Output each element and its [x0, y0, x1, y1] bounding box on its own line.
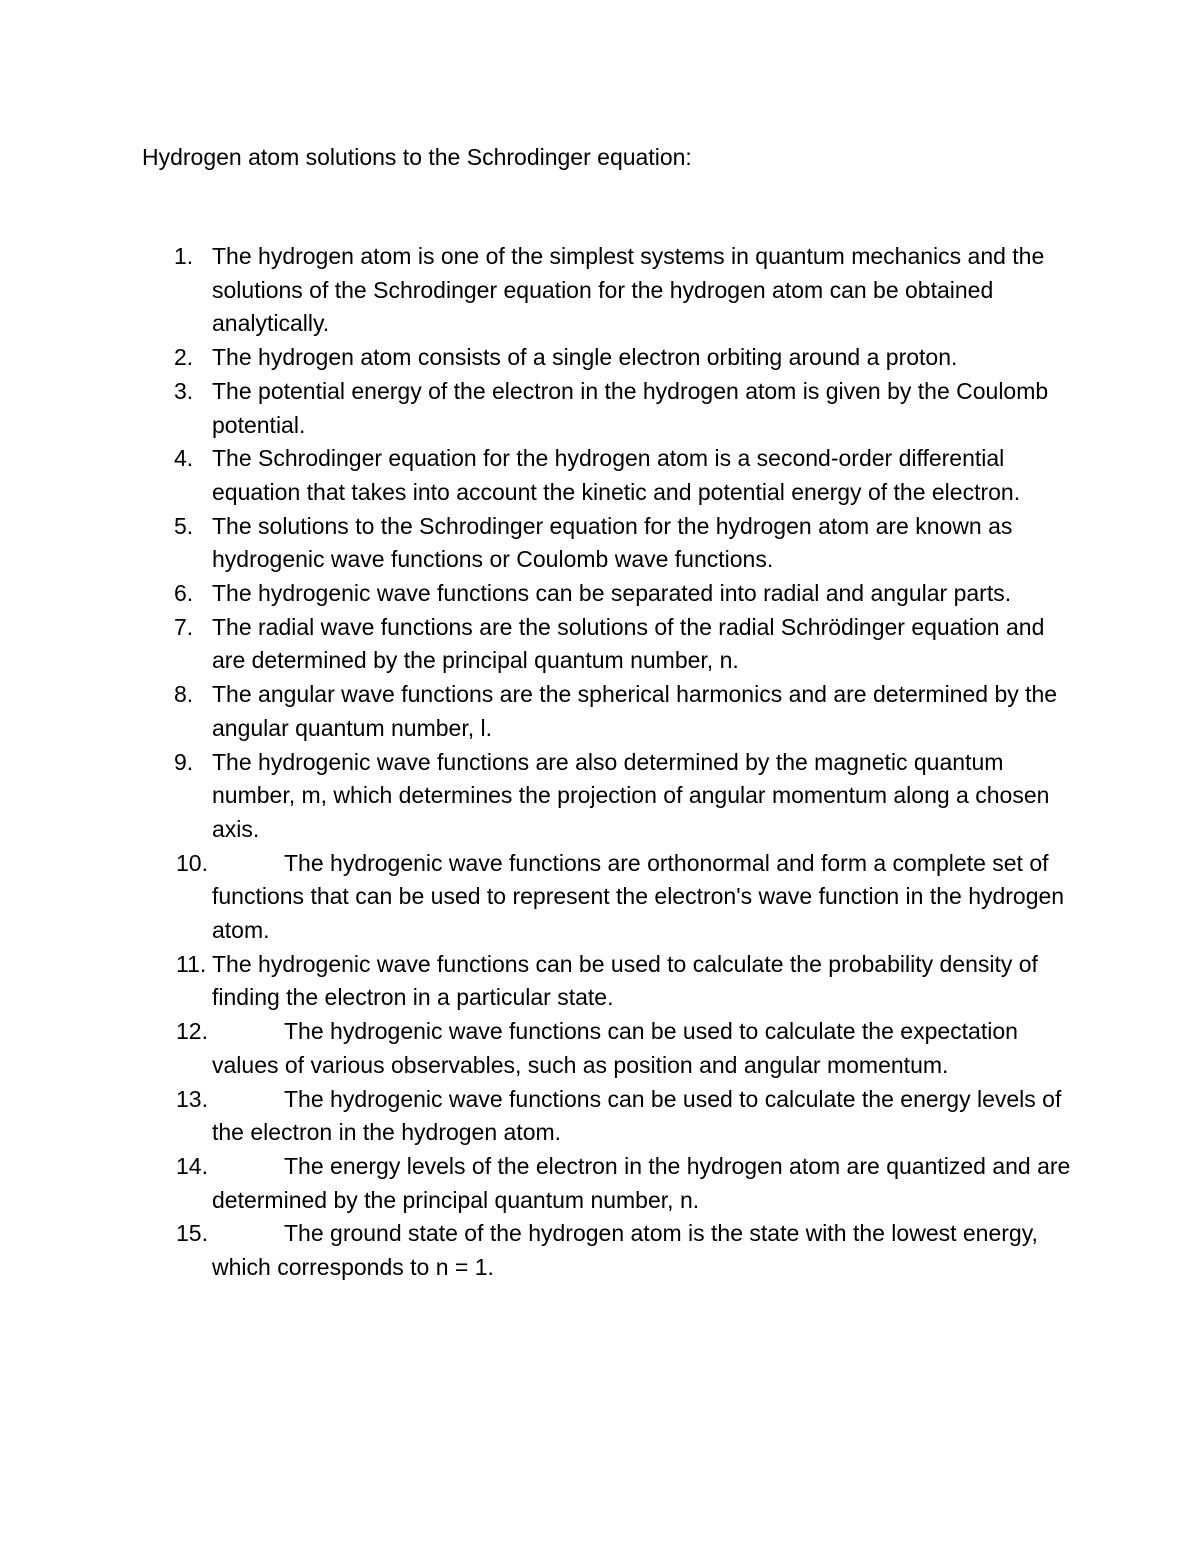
list-item-number: 12.: [176, 1018, 208, 1045]
list-item-text: The hydrogenic wave functions are orthonormal and form a complete set of functions that can be used to represent the electron's wave function in the hydrogen atom.: [212, 849, 1065, 944]
list-item-number: 11.: [176, 950, 207, 977]
list-item: [0, 1150, 1072, 1217]
list-item: [0, 442, 1072, 509]
list-item-text: The Schrodinger equation for the hydrogen atom is a second-order differential equation that takes into account the kinetic and potential energy of the electron.: [212, 445, 1021, 505]
list-item: [0, 341, 1072, 375]
list-item: [0, 948, 1072, 1015]
list-item: [0, 240, 1072, 341]
list-item-text: The radial wave functions are the solutions of the radial Schrödinger equation and are determined by the principal quantum number, n.: [212, 613, 1045, 674]
numbered-list: [0, 240, 1200, 1285]
list-item-text: The hydrogenic wave functions can be separated into radial and angular parts.: [212, 580, 1012, 607]
list-item-text: The hydrogenic wave functions can be used to calculate the probability density of finding the electron in a particular state.: [212, 950, 1038, 1011]
list-item: [0, 847, 1072, 948]
list-item: [0, 1015, 1072, 1082]
list-item-number: 6.: [174, 580, 194, 607]
list-item-text: The hydrogen atom consists of a single electron orbiting around a proton.: [212, 344, 958, 371]
list-item-number: 3.: [174, 377, 194, 404]
list-item-number: 2.: [174, 344, 194, 371]
list-item: [0, 577, 1072, 611]
list-item: [0, 1083, 1072, 1150]
list-item-number: 14.: [176, 1152, 208, 1179]
list-item-text: The hydrogen atom is one of the simplest systems in quantum mechanics and the solutions of the Schrodinger equation for the hydrogen atom can be obtained analytically.: [212, 243, 1045, 337]
list-item-text: The hydrogenic wave functions can be used to calculate the energy levels of the electron in the hydrogen atom.: [212, 1085, 1062, 1146]
list-item: [0, 375, 1072, 442]
list-item-text: The hydrogenic wave functions can be used to calculate the expectation values of various observables, such as position and angular momentum.: [212, 1018, 1018, 1078]
list-item: [0, 611, 1072, 678]
list-item-number: 15.: [176, 1220, 208, 1247]
list-item-number: 4.: [174, 445, 194, 472]
list-item-text: The ground state of the hydrogen atom is the state with the lowest energy, which corresponds to n = 1.: [212, 1220, 1038, 1281]
list-item-number: 1.: [174, 243, 194, 269]
list-item: [0, 1217, 1072, 1284]
list-item-text: The hydrogenic wave functions are also determined by the magnetic quantum number, m, which determines the projection of angular momentum along a chosen axis.: [212, 748, 1050, 842]
list-item-text: The potential energy of the electron in the hydrogen atom is given by the Coulomb potential.: [212, 377, 1049, 438]
list-item-number: 5.: [174, 512, 194, 539]
list-item: [0, 510, 1072, 577]
list-item-number: 9.: [174, 748, 194, 775]
list-item-text: The solutions to the Schrodinger equation for the hydrogen atom are known as hydrogenic wave functions or Coulomb wave functions.: [212, 512, 1013, 573]
list-item-number: 10.: [176, 849, 208, 876]
list-item-number: 8.: [174, 681, 194, 708]
page-title: Hydrogen atom solutions to the Schrodinger equation:: [142, 144, 692, 170]
list-item-text: The angular wave functions are the spherical harmonics and are determined by the angular quantum number, l.: [212, 681, 1058, 741]
list-item-number: 13.: [176, 1085, 208, 1112]
list-item: [0, 746, 1072, 847]
list-item-text: The energy levels of the electron in the hydrogen atom are quantized and are determined by the principal quantum number, n.: [212, 1152, 1071, 1213]
list-item: [0, 678, 1072, 745]
list-item-number: 7.: [174, 613, 194, 640]
